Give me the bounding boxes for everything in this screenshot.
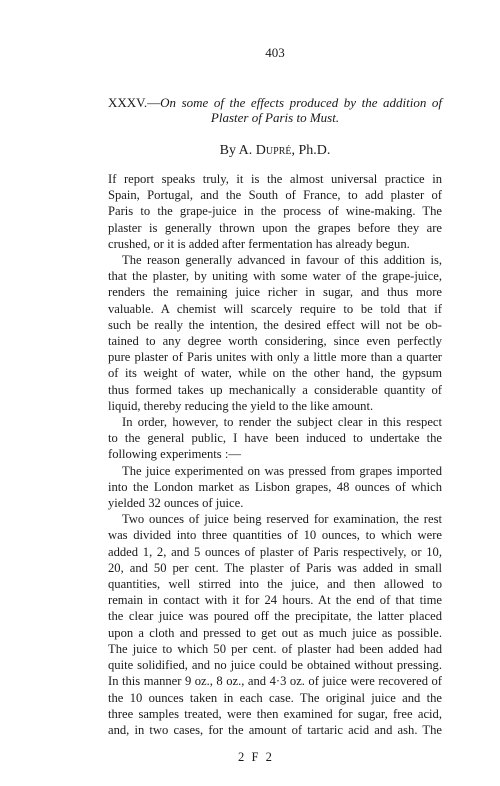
- text-line: If report speaks truly, it is the almost universal practice in: [108, 172, 442, 186]
- title-line-2: Plaster of Paris to Must.: [210, 110, 340, 125]
- paragraph-3: [108, 414, 442, 463]
- text-line: tained to any degree worth considering, since even perfectly: [108, 334, 442, 349]
- signature-mark: 2 F 2: [238, 750, 274, 764]
- text-line: into the London market as Lisbon grapes, 48 ounces of which: [108, 479, 442, 494]
- text-line: to the general public, I have been induced to undertake the: [108, 431, 442, 446]
- title-text-1: On some of the effects produced by the addition of: [160, 95, 442, 110]
- text-line: In order, however, to render the subject clear in this respect: [122, 415, 442, 430]
- text-line: renders the remaining juice richer in sugar, and thus more: [108, 285, 442, 300]
- title-line-1: [108, 95, 442, 110]
- text-line: following experiments :—: [108, 447, 241, 462]
- text-line: In this manner 9 oz., 8 oz., and 4·3 oz. of juice were recovered of: [108, 674, 442, 689]
- text-line: valuable. A chemist will scarcely require to be told that if: [108, 301, 442, 316]
- text-line: Spain, Portugal, and the South of France, to add plaster of: [108, 188, 442, 203]
- article-number: XXXV.—: [108, 95, 161, 110]
- text-line: yielded 32 ounces of juice.: [108, 496, 244, 511]
- text-line: The juice experimented on was pressed from grapes imported: [122, 463, 442, 478]
- text-line: The juice to which 50 per cent. of plaster had been added had: [108, 641, 442, 656]
- text-line: Two ounces of juice being reserved for examination, the rest: [122, 512, 442, 527]
- article-body: [108, 171, 442, 738]
- text-line: quite solidified, and no juice could be obtained without pressing.: [108, 658, 442, 673]
- text-line: and, in two cases, for the amount of tartaric acid and ash. The: [108, 722, 442, 737]
- text-line: quantities, well stirred into the juice, and then allowed to: [108, 577, 442, 592]
- text-line: upon a cloth and pressed to get out as much juice as possible.: [108, 625, 442, 640]
- text-line: plaster is generally thrown upon the grapes before they are: [108, 220, 442, 235]
- text-line: such be really the intention, the desired effect will not be ob-: [108, 317, 442, 332]
- author-prefix: By A.: [219, 143, 256, 158]
- author-line: [108, 143, 442, 159]
- text-line: of its weight of water, while on the other hand, the gypsum: [108, 366, 442, 381]
- text-line: 20, and 50 per cent. The plaster of Paris was added in small: [108, 560, 442, 575]
- text-line: crushed, or it is added after fermentation has already begun.: [108, 236, 410, 251]
- author-suffix: , Ph.D.: [291, 143, 331, 158]
- page-number: 403: [265, 45, 285, 60]
- text-line: remain in contact with it for 24 hours. At the end of that time: [108, 593, 442, 608]
- text-line: added 1, 2, and 5 ounces of plaster of Paris respectively, or 10,: [108, 544, 442, 559]
- author-name: Dupré: [255, 143, 292, 158]
- paragraph-2: [108, 252, 442, 414]
- text-line: three samples treated, were then examined for sugar, free acid,: [108, 706, 442, 721]
- text-line: the 10 ounces taken in each case. The original juice and the: [108, 690, 442, 705]
- text-line: the clear juice was poured off the precipitate, the latter placed: [108, 609, 442, 624]
- article-title: [108, 95, 442, 125]
- text-line: The reason generally advanced in favour of this addition is,: [122, 253, 442, 268]
- paragraph-5: [108, 511, 442, 738]
- text-line: that the plaster, by uniting with some water of the grape-juice,: [108, 269, 442, 284]
- paragraph-4: [108, 463, 442, 512]
- paragraph-1: [108, 171, 442, 252]
- text-line: liquid, thereby reducing the yield to the like amount.: [108, 398, 374, 413]
- text-line: thus formed takes up mechanically a considerable quantity of: [108, 382, 442, 397]
- text-line: pure plaster of Paris unites with only a little more than a quarter: [108, 350, 442, 365]
- text-line: Paris to the grape-juice in the process of wine-making. The: [108, 204, 442, 219]
- text-line: was divided into three quantities of 10 ounces, to which were: [108, 528, 442, 543]
